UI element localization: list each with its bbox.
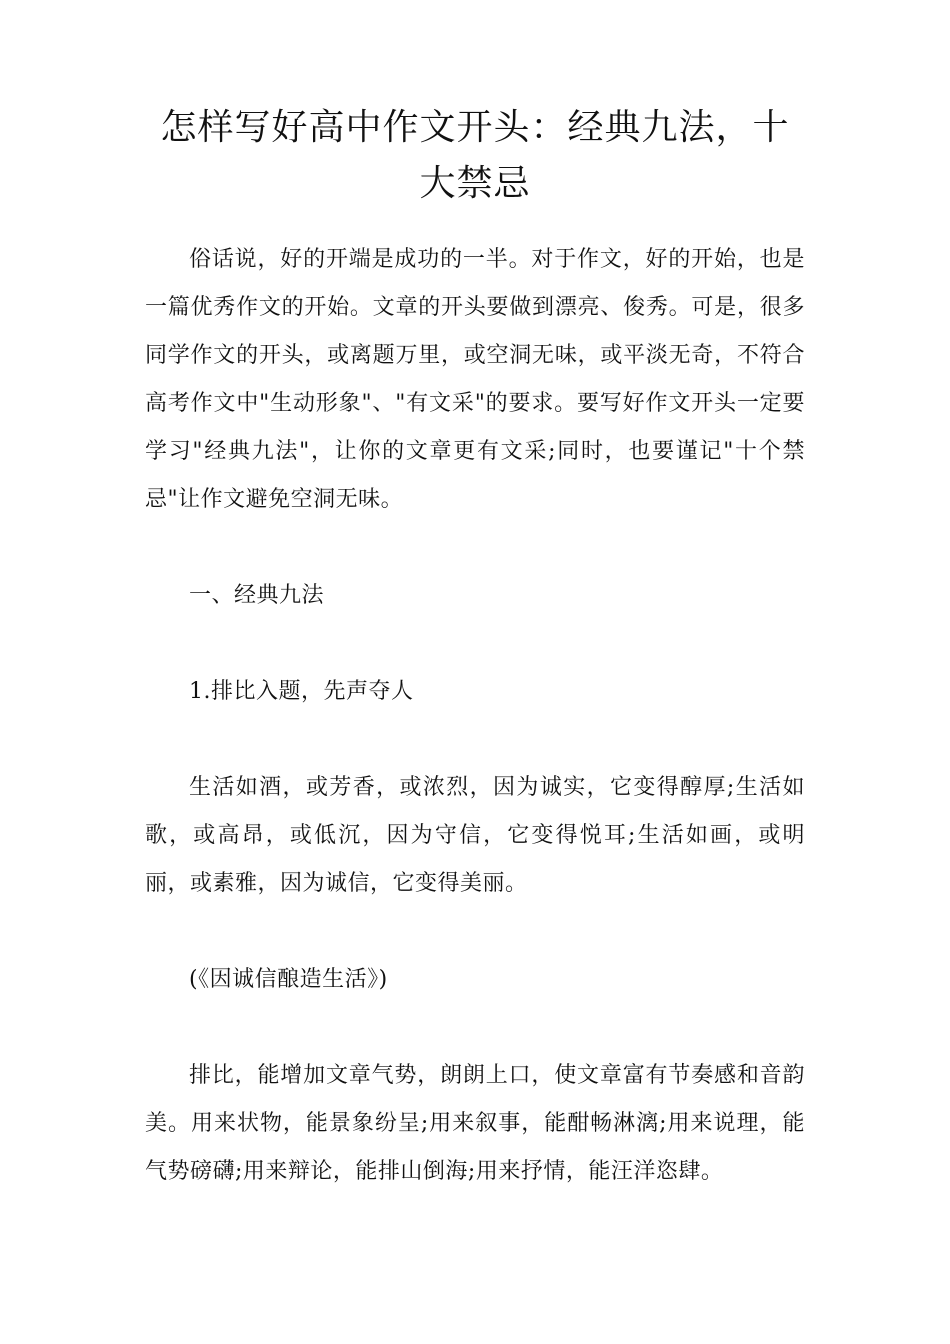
section-heading: 一、经典九法 [189,583,325,608]
example-paragraph: 生活如酒，或芳香，或浓烈，因为诚实，它变得醇厚;生活如歌，或高昂，或低沉，因为守信，它变得悦耳;生活如画，或明丽，或素雅，因为诚信，它变得美丽。 [145,775,805,896]
document-title: 怎样写好高中作文开头：经典九法，十大禁忌 [160,107,790,204]
method-heading: 1.排比入题，先声夺人 [189,679,414,704]
example-source: (《因诚信酿造生活》) [189,967,388,992]
intro-paragraph: 俗话说，好的开端是成功的一半。对于作文，好的开始，也是一篇优秀作文的开始。文章的开头要做到漂亮、俊秀。可是，很多同学作文的开头，或离题万里，或空洞无味，或平淡无奇，不符合高考作文中"生动形象"、"有文采"的要求。要写好作文开头一定要学习"经典九法"，让你的文章更有文采;同时，也要谨记"十个禁忌"让作文避免空洞无味。 [145,247,805,512]
explanation-paragraph: 排比，能增加文章气势，朗朗上口，使文章富有节奏感和音韵美。用来状物，能景象纷呈;用来叙事，能酣畅淋漓;用来说理，能气势磅礴;用来辩论，能排山倒海;用来抒情，能汪洋恣肆。 [145,1063,805,1184]
document-body [145,100,805,1196]
